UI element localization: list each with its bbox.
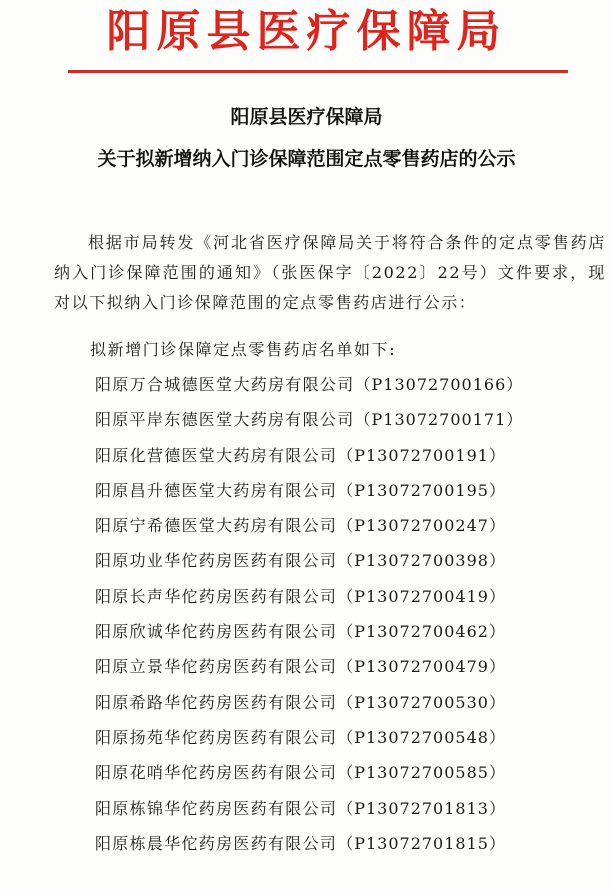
letterhead-title: 阳原县医疗保障局 [106, 6, 507, 57]
store-list-item [95, 621, 523, 656]
store-code: （P13072700530） [337, 692, 506, 712]
store-list-item [95, 550, 523, 585]
store-name: 阳原栋锦华佗药房医药有限公司 [95, 798, 338, 818]
store-code: （P13072700548） [337, 727, 506, 747]
store-code: （P13072700195） [337, 480, 506, 500]
store-name: 阳原化营德医堂大药房有限公司 [95, 445, 338, 465]
store-name: 阳原功业华佗药房医药有限公司 [95, 551, 338, 571]
store-list-item [95, 692, 523, 727]
store-list-item [95, 833, 523, 868]
store-list-item [95, 762, 523, 797]
store-name: 阳原万合城德医堂大药房有限公司 [95, 375, 355, 394]
store-code: （P13072700462） [337, 622, 506, 642]
store-name: 阳原长声华佗药房医药有限公司 [95, 586, 338, 606]
store-name: 阳原宁希德医堂大药房有限公司 [95, 516, 338, 536]
store-code: （P13072700247） [337, 516, 506, 536]
store-name: 阳原扬苑华佗药房医药有限公司 [95, 727, 338, 747]
store-list-item [95, 727, 523, 762]
store-list-item [95, 515, 523, 550]
letterhead-red-rule [68, 70, 568, 73]
store-list-item [95, 656, 523, 691]
store-code: （P13072700398） [337, 551, 506, 571]
store-list-intro: 拟新增门诊保障定点零售药店名单如下: [90, 340, 397, 359]
store-name: 阳原欣诚华佗药房医药有限公司 [95, 622, 338, 642]
store-list-item [95, 374, 523, 409]
store-name: 阳原栋晨华佗药房医药有限公司 [95, 833, 338, 853]
store-list-item [95, 586, 523, 621]
store-code: （P13072701813） [337, 798, 506, 818]
notice-title-line1: 阳原县医疗保障局 [230, 106, 383, 128]
store-name: 阳原平岸东德医堂大药房有限公司 [95, 410, 355, 430]
store-code: （P13072700166） [354, 375, 524, 394]
store-name: 阳原昌升德医堂大药房有限公司 [95, 480, 338, 500]
store-code: （P13072700479） [337, 657, 506, 677]
notice-body-paragraph: 根据市局转发《河北省医疗保障局关于将符合条件的定点零售药店纳入门诊保障范围的通知》（张医保字〔2022〕22号）文件要求，现对以下拟纳入门诊保障范围的定点零售药店进行公示： [54, 233, 606, 312]
store-list-item [95, 445, 523, 480]
store-list-item [95, 409, 523, 444]
store-list [95, 374, 523, 868]
notice-title-line2: 关于拟新增纳入门诊保障范围定点零售药店的公示 [97, 148, 516, 170]
store-code: （P13072701815） [337, 833, 506, 853]
store-list-item [95, 480, 523, 515]
store-code: （P13072700419） [337, 586, 506, 606]
store-name: 阳原花哨华佗药房医药有限公司 [95, 763, 338, 783]
store-name: 阳原希路华佗药房医药有限公司 [95, 692, 338, 712]
store-code: （P13072700171） [354, 410, 524, 430]
store-list-item [95, 798, 523, 833]
store-name: 阳原立景华佗药房医药有限公司 [95, 657, 338, 677]
store-code: （P13072700191） [337, 445, 506, 465]
store-code: （P13072700585） [337, 763, 506, 783]
